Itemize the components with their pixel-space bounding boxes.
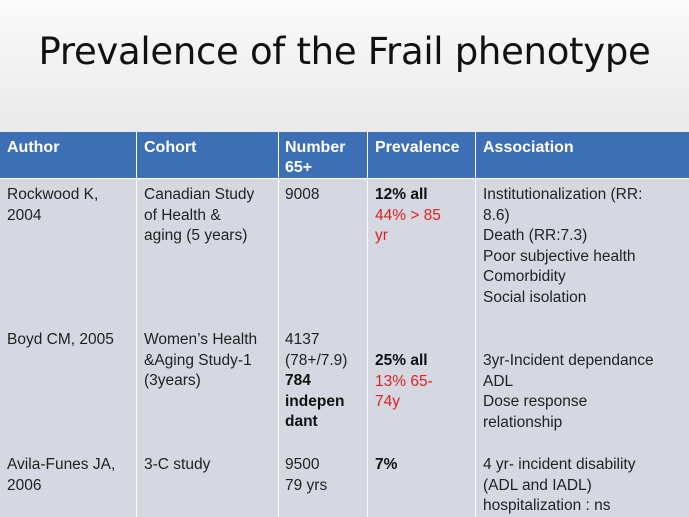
row3-number [285, 455, 327, 496]
row1-prevalence [375, 185, 441, 247]
row2-association-line: Dose response [483, 393, 588, 410]
row2-prevalence-sub: 13% 65- [375, 372, 433, 390]
row1-association [483, 185, 642, 308]
row2-association-line: ADL [483, 372, 514, 390]
frailty-table [0, 132, 689, 517]
table-header-row [0, 132, 689, 178]
row3-author [7, 455, 115, 496]
row2-cohort-line: Women’s Health [144, 331, 258, 348]
row2-prevalence-all: 25% all [375, 352, 428, 369]
row2-prevalence [375, 351, 433, 413]
column-divider [278, 132, 279, 517]
header-author: Author [7, 139, 60, 156]
row-divider [0, 178, 689, 179]
column-divider [367, 132, 368, 517]
row1-author-line: Rockwood K, [7, 186, 99, 203]
row2-cohort-line: (3years) [144, 372, 201, 389]
row2-prevalence-sub: 74y [375, 393, 400, 410]
row2-cohort [144, 330, 257, 392]
header-association: Association [483, 139, 574, 156]
row2-number-bold: 784 [285, 372, 311, 389]
row1-cohort-line: Canadian Study [144, 186, 255, 203]
row1-cohort-line: aging (5 years) [144, 227, 248, 244]
row3-association [483, 455, 635, 517]
header-cohort: Cohort [144, 139, 197, 156]
row1-prevalence-sub: 44% > 85 [375, 206, 441, 224]
row2-cohort-line: &Aging Study-1 [144, 351, 252, 369]
row1-association-line: Institutionalization (RR: [483, 186, 643, 203]
slide-title: Prevalence of the Frail phenotype [38, 30, 651, 73]
row1-association-line: Social isolation [483, 288, 587, 306]
row2-number-bold: indepen [285, 392, 345, 410]
header-number-line: 65+ [285, 159, 313, 176]
row2-association-line: relationship [483, 413, 563, 431]
row1-association-line: Poor subjective health [483, 247, 636, 265]
row2-author-line: Boyd CM, 2005 [7, 331, 114, 348]
row3-number-line: 9500 [285, 456, 320, 473]
row3-association-line: (ADL and IADL) [483, 476, 592, 494]
row1-association-line: 8.6) [483, 206, 510, 224]
row1-author [7, 185, 98, 226]
row3-number-line: 79 yrs [285, 476, 328, 494]
row2-author [7, 330, 114, 351]
title-area [0, 0, 689, 132]
row3-prevalence [375, 455, 397, 476]
row2-number-bold: dant [285, 413, 318, 430]
row3-author-line: Avila-Funes JA, [7, 456, 116, 473]
header-prevalence: Prevalence [375, 139, 460, 156]
row3-association-line: 4 yr- incident disability [483, 456, 636, 473]
row1-cohort [144, 185, 254, 247]
column-divider [136, 132, 137, 517]
row1-cohort-line: of Health & [144, 206, 221, 224]
column-divider [475, 132, 476, 517]
header-number [285, 138, 345, 178]
row3-cohort [144, 455, 210, 476]
header-number-line: Number [285, 139, 346, 156]
row1-prevalence-sub: yr [375, 227, 388, 244]
row2-number-line: (78+/7.9) [285, 351, 348, 369]
row1-number [285, 185, 319, 206]
row3-cohort-line: 3-C study [144, 456, 211, 473]
row3-author-line: 2006 [7, 476, 42, 494]
row3-prevalence-all: 7% [375, 456, 398, 473]
row1-author-line: 2004 [7, 206, 42, 224]
row2-association [483, 351, 654, 433]
row1-prevalence-all: 12% all [375, 186, 428, 203]
row2-number-line: 4137 [285, 331, 320, 348]
row1-association-line: Death (RR:7.3) [483, 227, 588, 244]
row2-association-line: 3yr-Incident dependance [483, 352, 654, 369]
row3-association-line: hospitalization : ns [483, 497, 611, 514]
row1-association-line: Comorbidity [483, 268, 566, 285]
row2-number [285, 330, 347, 433]
row1-number-line: 9008 [285, 186, 320, 203]
